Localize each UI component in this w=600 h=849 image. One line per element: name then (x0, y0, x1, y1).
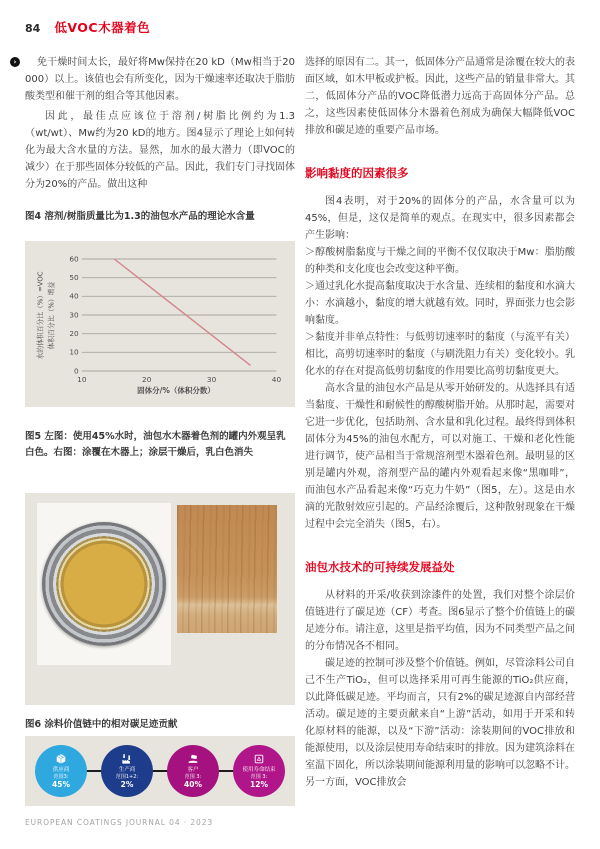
paragraph: 从材料的开采/收获到涂漆件的处置，我们对整个涂层价值链进行了碳足迹（CF）考查。图6显示了整个价值链上的碳足迹分布。请注意，这里是指平均值，因为不同类型产品之间的分布情况各不相同。 (305, 590, 575, 652)
svg-text:60: 60 (69, 254, 79, 264)
chart-y-axis-label: 水的体积百分比（%）=VOC 体积百分比（%）增益 (36, 271, 55, 360)
bullet-item: ＞通过乳化水提高黏度取决于水含量、连续相的黏度和水滴大小：水滴越小，黏度的增大就越有效。同时，界面张力也会影响黏度。 (305, 281, 575, 326)
node-value: 2% (120, 780, 134, 790)
fig4-plot (63, 253, 289, 385)
node-value: 45% (52, 780, 70, 790)
chart-x-axis-label: 固体分/%（体积分数） (137, 386, 215, 395)
figure6-caption: 图6 涂料价值链中的相对碳足迹贡献 (25, 719, 178, 730)
page-title: 低VOC木器着色 (54, 20, 151, 35)
value-chain-node-producer (101, 745, 153, 797)
node-scope: 范围 3: (184, 774, 202, 781)
paragraph: 图4表明，对于20%的固体分的产品，水含量可以为45%，但是，这仅是简单的观点。在现实中，很多因素都会产生影响： (305, 196, 575, 241)
node-scope: 范围1+2: (115, 774, 139, 781)
right-column (305, 54, 575, 791)
value-chain-node-end-of-life (233, 745, 285, 797)
svg-text:30: 30 (206, 375, 217, 384)
node-label: 客户 (187, 767, 199, 774)
node-value: 40% (184, 780, 202, 790)
figure6-value-chain (25, 736, 295, 806)
figure4-chart (25, 241, 295, 407)
svg-text:0: 0 (74, 366, 79, 376)
svg-text:20: 20 (69, 329, 79, 339)
node-label: 供应商 (52, 767, 70, 774)
svg-text:50: 50 (69, 273, 79, 283)
figure5-images (25, 493, 295, 705)
svg-text:10: 10 (69, 347, 79, 357)
svg-text:20: 20 (142, 375, 152, 384)
node-value: 12% (250, 780, 268, 790)
figure4-caption: 图4 溶剂/树脂质量比为1.3的油包水产品的理论水含量 (25, 211, 255, 222)
svg-text:30: 30 (69, 310, 79, 320)
paragraph (13, 54, 295, 105)
section-heading-sustainability: 油包水技术的可持续发展益处 (305, 560, 455, 574)
paint-can-top-view (42, 522, 166, 646)
recycling-bin-icon (252, 752, 266, 766)
value-chain-node-supplier (35, 745, 87, 797)
node-scope: 范围 3: (250, 774, 268, 781)
page-header (25, 18, 150, 36)
node-label: 使用寿命结束 (242, 767, 276, 774)
node-label: 生产商 (118, 767, 136, 774)
bullet-item: ＞醇酸树脂黏度与干燥之间的平衡不仅仅取决于Mw：脂肪酸的种类和支化度也会改变这种平衡。 (305, 247, 575, 275)
chart-plot-area (63, 253, 289, 401)
paragraph-text: 免干燥时间太长，最好将Mw保持在20 kD（Mw相当于20 000）以上。该值也会有所变化，因为干燥速率还取决于脂肪酸类型和催干剂的组合等其他因素。 (25, 57, 295, 102)
svg-text:10: 10 (77, 375, 87, 384)
page-number: 84 (25, 22, 41, 35)
paragraph: 因此，最佳点应该位于溶剂/树脂比例约为1.3（wt/wt）、Mw约为20 kD的地方。图4显示了理论上如何转化为最大含水量的方法。显然，加水的最大潜力（即VOC的减少）在于那些固体分较低的产品。因此，我们专门寻找固体分为20%的产品。做出这种 (25, 111, 295, 190)
left-column (13, 54, 295, 806)
section-heading-viscosity: 影响黏度的因素很多 (305, 166, 409, 180)
svg-text:40: 40 (271, 375, 282, 384)
paint-application-icon (186, 752, 200, 766)
paint-can-photo (37, 503, 171, 665)
svg-text:40: 40 (69, 291, 79, 301)
figure5-caption: 图5 左图：使用45%水时，油包水木器着色剂的罐内外观呈乳白色。右图：涂覆在木器上；涂层干燥后，乳白色消失 (25, 431, 286, 458)
continuation-arrow-icon: › (10, 57, 20, 67)
journal-footer: EUROPEAN COATINGS JOURNAL 04 · 2023 (25, 818, 214, 827)
wood-panel-photo (177, 505, 277, 633)
value-chain-node-customer (167, 745, 219, 797)
factory-icon (120, 752, 134, 766)
node-scope: 范围3: (53, 774, 69, 781)
paragraph: 高水含量的油包水产品是从零开始研发的。从选择具有适当黏度、干燥性和耐候性的醇酸树脂开始。从那时起，需要对它进一步优化，包括助剂、含水量和乳化过程。最终得到体积固体分为45%的油包水配方，可以对施工、干燥和老化性能进行调节，使产品相当于常规溶剂型木器着色剂。最明显的区别是罐内外观，溶剂型产品的罐内外观看起来像“黑咖啡”，而油包水产品看起来像“巧克力牛奶”（图5，左）。这是由水滴的光散射效应引起的。产品经涂覆后，这种散射现象在干燥过程中会完全消失（图5，右）。 (305, 383, 575, 530)
value-chain-connector (70, 770, 250, 772)
paragraph: 碳足迹的控制可涉及整个价值链。例如，尽管涂料公司自己不生产TiO₂，但可以选择采用可再生能源的TiO₂供应商，以此降低碳足迹。平均而言，只有2%的碳足迹源自内部经营活动。碳足迹的主要贡献来自“上游”活动，如用于开采和转化原材料的能源，以及“下游”活动：涂装期间的VOC排放和能源使用，以及涂层使用寿命结束时的排放。因为建筑涂料在室温下固化，所以涂装期间能源利用量的影响可以忽略不计。另一方面，VOC排放会 (305, 658, 575, 788)
package-icon (54, 752, 68, 766)
paragraph: 选择的原因有二。其一，低固体分产品通常是涂覆在较大的表面区域，如木甲板或护板。因此，这些产品的销量非常大。其二，低固体分产品的VOC降低潜力远高于高固体分产品。总之，这些因素使低固体分木器着色剂成为确保大幅降低VOC排放和碳足迹的重要产品市场。 (305, 57, 575, 136)
bullet-item: ＞黏度并非单点特性：与低剪切速率时的黏度（与流平有关）相比，高剪切速率时的黏度（与刷洗阻力有关）变化较小。乳化水的存在对提高低剪切黏度的作用要比高剪切黏度更大。 (305, 332, 575, 377)
